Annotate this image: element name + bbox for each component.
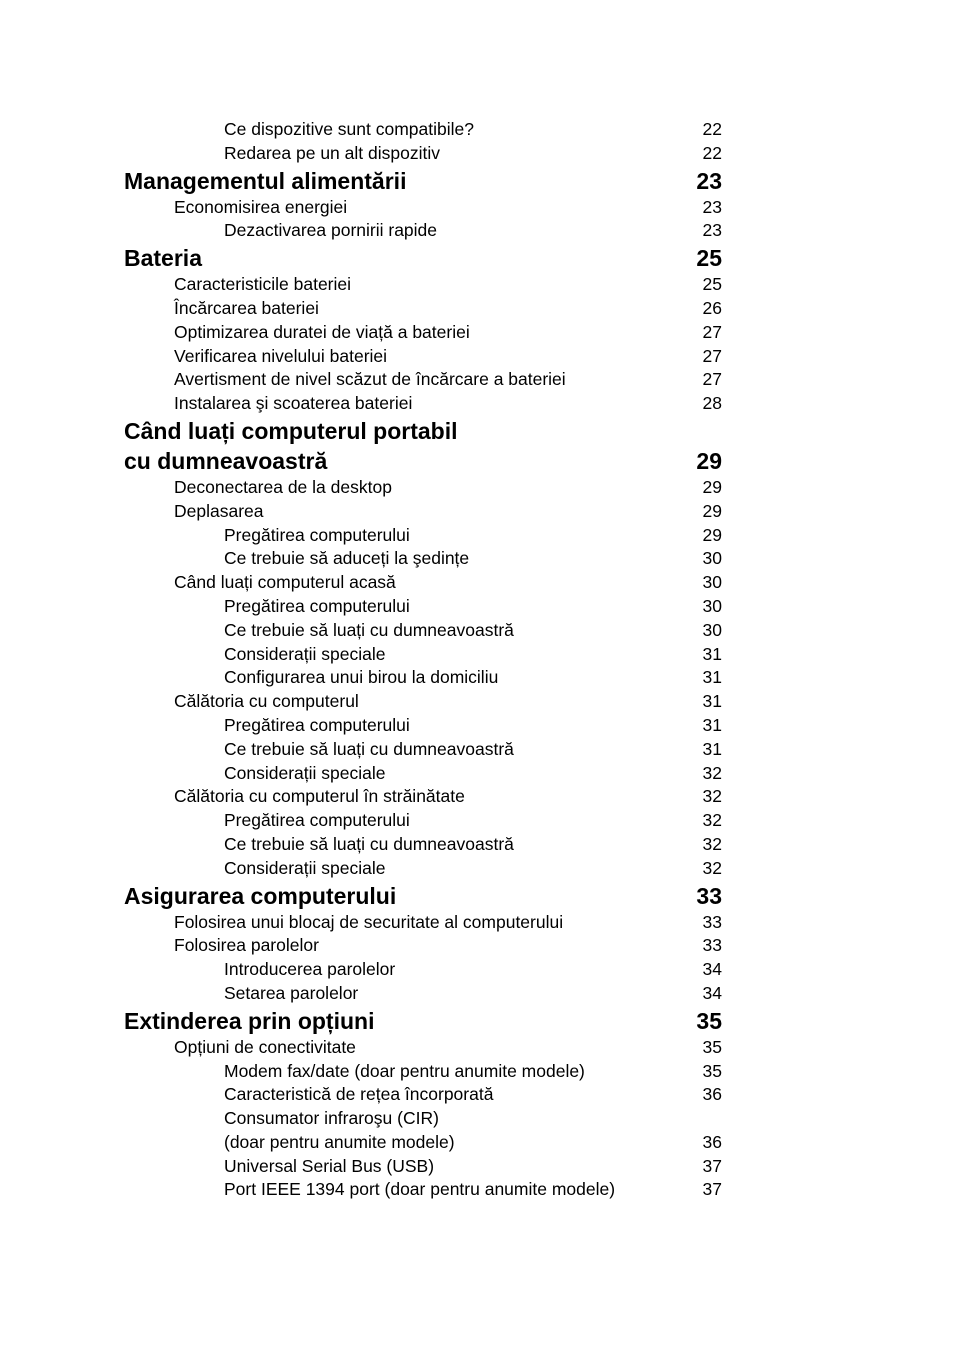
toc-entry-title: Redarea pe un alt dispozitiv: [224, 142, 440, 163]
toc-entry-title: Folosirea unui blocaj de securitate al computerului: [174, 911, 564, 932]
toc-subsection-entry[interactable]: [124, 547, 722, 571]
toc-page-number: 34: [702, 982, 722, 1003]
toc-section-entry[interactable]: [124, 571, 722, 595]
toc-page-number: 32: [702, 786, 722, 807]
toc-page-number: 25: [702, 274, 722, 295]
toc-chapter-entry[interactable]: [124, 881, 722, 911]
toc-page-number: 27: [702, 369, 722, 390]
toc-section-entry[interactable]: [124, 690, 722, 714]
toc-entry-title: Încărcarea bateriei: [174, 297, 319, 318]
toc-entry-title: Considerații speciale: [224, 762, 386, 783]
toc-subsection-entry[interactable]: [124, 1107, 722, 1131]
toc-entry-title: Configurarea unui birou la domiciliu: [224, 667, 499, 688]
toc-page-number: 33: [702, 935, 722, 956]
toc-entry-title: Pregătirea computerului: [224, 524, 410, 545]
toc-entry-title: Setarea parolelor: [224, 982, 359, 1003]
toc-page-number: 32: [702, 810, 722, 831]
toc-entry-title: cu dumneavoastră: [124, 447, 328, 474]
toc-subsection-entry[interactable]: [124, 762, 722, 786]
toc-page-number: 37: [702, 1179, 722, 1200]
toc-section-entry[interactable]: [124, 500, 722, 524]
toc-entry-title: Verificarea nivelului bateriei: [174, 345, 388, 366]
toc-section-entry[interactable]: [124, 392, 722, 416]
toc-entry-title: Opțiuni de conectivitate: [174, 1036, 356, 1057]
toc-section-entry[interactable]: [124, 1036, 722, 1060]
toc-entry-title: Pregătirea computerului: [224, 714, 410, 735]
toc-entry-title: Deplasarea: [174, 500, 264, 521]
toc-page-number: 37: [702, 1155, 722, 1176]
toc-page-number: 29: [702, 500, 722, 521]
toc-entry-title: Bateria: [124, 245, 202, 272]
toc-subsection-entry[interactable]: [124, 1131, 722, 1155]
toc-subsection-entry[interactable]: [124, 809, 722, 833]
toc-page-number: 33: [696, 882, 722, 909]
toc-entry-title: Pregătirea computerului: [224, 595, 410, 616]
toc-entry-title: Deconectarea de la desktop: [174, 476, 392, 497]
toc-section-entry[interactable]: [124, 368, 722, 392]
toc-subsection-entry[interactable]: [124, 1060, 722, 1084]
toc-entry-title: Ce trebuie să luați cu dumneavoastră: [224, 738, 514, 759]
toc-entry-title: Ce dispozitive sunt compatibile?: [224, 119, 474, 139]
toc-page-number: 31: [702, 667, 722, 688]
toc-chapter-entry[interactable]: [124, 1006, 722, 1036]
toc-entry-title: Extinderea prin opțiuni: [124, 1007, 375, 1034]
toc-page-number: 23: [702, 220, 722, 241]
toc-chapter-entry[interactable]: [124, 166, 722, 196]
toc-subsection-entry[interactable]: [124, 1155, 722, 1179]
toc-entry-title: Pregătirea computerului: [224, 810, 410, 831]
toc-entry-title: Considerații speciale: [224, 857, 386, 878]
toc-section-entry[interactable]: [124, 297, 722, 321]
table-of-contents: [124, 118, 722, 1202]
toc-subsection-entry[interactable]: [124, 958, 722, 982]
toc-entry-title: Ce trebuie să aduceți la şedințe: [224, 548, 470, 569]
toc-section-entry[interactable]: [124, 196, 722, 220]
toc-subsection-entry[interactable]: [124, 619, 722, 643]
toc-page-number: 27: [702, 345, 722, 366]
toc-entry-title: Caracteristică de rețea încorporată: [224, 1084, 494, 1105]
toc-page-number: 26: [702, 297, 722, 318]
toc-subsection-entry[interactable]: [124, 982, 722, 1006]
toc-entry-title: Universal Serial Bus (USB): [224, 1155, 435, 1176]
toc-page-number: 22: [702, 119, 722, 139]
toc-page-number: 25: [696, 245, 722, 272]
toc-entry-title: Instalarea şi scoaterea bateriei: [174, 393, 413, 414]
toc-section-entry[interactable]: [124, 934, 722, 958]
toc-entry-title: Asigurarea computerului: [124, 882, 397, 909]
toc-chapter-entry[interactable]: [124, 446, 722, 476]
toc-page-number: 34: [702, 959, 722, 980]
toc-subsection-entry[interactable]: [124, 1083, 722, 1107]
toc-subsection-entry[interactable]: [124, 666, 722, 690]
toc-page-number: 29: [702, 524, 722, 545]
toc-section-entry[interactable]: [124, 321, 722, 345]
toc-section-entry[interactable]: [124, 785, 722, 809]
toc-entry-title: Considerații speciale: [224, 643, 386, 664]
toc-section-entry[interactable]: [124, 273, 722, 297]
toc-page-number: 32: [702, 762, 722, 783]
toc-page-number: 35: [702, 1036, 722, 1057]
toc-chapter-entry[interactable]: [124, 416, 722, 446]
toc-chapter-entry[interactable]: [124, 243, 722, 273]
toc-entry-title: Consumator infraroşu (CIR): [224, 1108, 439, 1129]
toc-subsection-entry[interactable]: [124, 118, 722, 142]
toc-entry-title: Avertisment de nivel scăzut de încărcare a bateriei: [174, 369, 566, 390]
toc-subsection-entry[interactable]: [124, 833, 722, 857]
toc-entry-title: Călătoria cu computerul: [174, 691, 359, 712]
toc-entry-title: Călătoria cu computerul în străinătate: [174, 786, 465, 807]
toc-subsection-entry[interactable]: [124, 219, 722, 243]
toc-section-entry[interactable]: [124, 345, 722, 369]
toc-subsection-entry[interactable]: [124, 524, 722, 548]
toc-page-number: 36: [702, 1084, 722, 1105]
toc-entry-title: Când luați computerul acasă: [174, 572, 396, 593]
toc-page-number: 33: [702, 911, 722, 932]
toc-page-number: 23: [696, 167, 722, 194]
toc-page-number: 29: [696, 447, 722, 474]
toc-page-number: 31: [702, 691, 722, 712]
toc-page-number: 30: [702, 572, 722, 593]
toc-page-number: 31: [702, 643, 722, 664]
toc-page-number: 35: [696, 1007, 722, 1034]
toc-page-number: 36: [702, 1131, 722, 1152]
toc-entry-title: Port IEEE 1394 port (doar pentru anumite modele): [224, 1179, 616, 1200]
toc-entry-title: Managementul alimentării: [124, 167, 407, 194]
toc-subsection-entry[interactable]: [124, 595, 722, 619]
toc-entry-title: (doar pentru anumite modele): [224, 1131, 455, 1152]
toc-entry-title: Când luați computerul portabil: [124, 417, 458, 444]
toc-section-entry[interactable]: [124, 911, 722, 935]
toc-page-number: 27: [702, 321, 722, 342]
toc-entry-title: Modem fax/date (doar pentru anumite modele): [224, 1060, 585, 1081]
toc-page-number: 32: [702, 833, 722, 854]
toc-subsection-entry[interactable]: [124, 857, 722, 881]
toc-entry-title: Folosirea parolelor: [174, 935, 319, 956]
toc-entry-title: Economisirea energiei: [174, 196, 348, 217]
toc-page-number: 30: [702, 595, 722, 616]
toc-page-number: 23: [702, 196, 722, 217]
toc-page-number: 22: [702, 142, 722, 163]
toc-page-number: 31: [702, 714, 722, 735]
toc-page-number: 30: [702, 548, 722, 569]
toc-subsection-entry[interactable]: [124, 643, 722, 667]
toc-page-number: 28: [702, 393, 722, 414]
toc-subsection-entry[interactable]: [124, 714, 722, 738]
toc-subsection-entry[interactable]: [124, 1178, 722, 1202]
toc-entry-title: Introducerea parolelor: [224, 959, 396, 980]
toc-page-number: 29: [702, 476, 722, 497]
toc-subsection-entry[interactable]: [124, 142, 722, 166]
toc-entry-title: Dezactivarea pornirii rapide: [224, 220, 438, 241]
toc-page-number: 30: [702, 619, 722, 640]
toc-entry-title: Ce trebuie să luați cu dumneavoastră: [224, 619, 514, 640]
toc-section-entry[interactable]: [124, 476, 722, 500]
toc-subsection-entry[interactable]: [124, 738, 722, 762]
toc-entry-title: Caracteristicile bateriei: [174, 274, 352, 295]
toc-page-number: 32: [702, 857, 722, 878]
toc-page-number: 31: [702, 738, 722, 759]
toc-entry-title: Optimizarea duratei de viață a bateriei: [174, 321, 470, 342]
toc-page-number: 35: [702, 1060, 722, 1081]
toc-entry-title: Ce trebuie să luați cu dumneavoastră: [224, 833, 514, 854]
